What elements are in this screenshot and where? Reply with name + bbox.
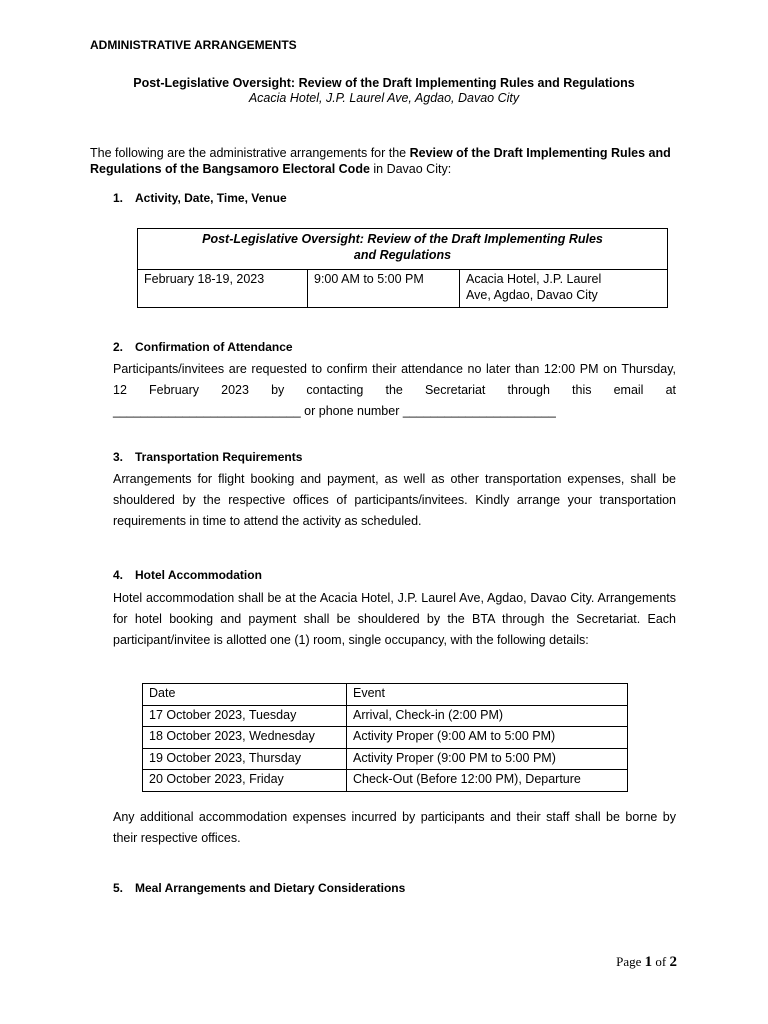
- table-header-row: [143, 684, 628, 706]
- section-1-heading: [113, 191, 287, 205]
- table-row: [143, 705, 628, 727]
- date-cell: 17 October 2023, Tuesday: [143, 705, 347, 727]
- section-number: 3.: [113, 450, 124, 464]
- event-cell: Activity Proper (9:00 PM to 5:00 PM): [347, 748, 628, 770]
- section-4-additional: Any additional accommodation expenses incurred by participants and their staff shall be borne by their respective offices.: [113, 810, 676, 845]
- activity-time-cell: 9:00 AM to 5:00 PM: [308, 270, 460, 308]
- section-2-heading: [113, 340, 293, 354]
- document-subtitle: Post-Legislative Oversight: Review of the Draft Implementing Rules and Regulations: [133, 76, 635, 90]
- total-pages: 2: [669, 954, 677, 970]
- date-cell: 18 October 2023, Wednesday: [143, 727, 347, 749]
- intro-bold-text: Review of the Draft Implementing Rules and Regulations of the Bangsamoro Electoral Code: [90, 146, 671, 176]
- activity-table-header: [138, 229, 668, 270]
- section-number: 4.: [113, 568, 124, 582]
- section-number: 2.: [113, 340, 124, 354]
- section-title: Hotel Accommodation: [135, 568, 262, 582]
- table-row: [143, 748, 628, 770]
- of-word: of: [655, 954, 667, 969]
- column-header-event: Event: [347, 684, 628, 706]
- section-title: Meal Arrangements and Dietary Considerations: [135, 881, 406, 895]
- section-3-body: Arrangements for flight booking and payment, as well as other transportation expenses, shall be shouldered by the respective offices of participants/invitees. Kindly arrange your transportation requirements in time to attend the activity as scheduled.: [113, 472, 676, 528]
- activity-table: [137, 228, 668, 308]
- current-page: 1: [644, 954, 653, 970]
- section-title: Confirmation of Attendance: [135, 340, 293, 354]
- document-title: ADMINISTRATIVE ARRANGEMENTS: [90, 38, 297, 52]
- event-cell: Check-Out (Before 12:00 PM), Departure: [347, 770, 628, 792]
- section-4-body: Hotel accommodation shall be at the Acacia Hotel, J.P. Laurel Ave, Agdao, Davao City. Arrangements for hotel booking and payment shall be shouldered by the BTA through the Secretariat. Each participant/invitee is allotted one (1) room, single occupancy, with the following details:: [113, 591, 676, 647]
- venue-line: Acacia Hotel, J.P. Laurel Ave, Agdao, Davao City: [248, 91, 520, 105]
- date-cell: 19 October 2023, Thursday: [143, 748, 347, 770]
- activity-venue-line2: Ave, Agdao, Davao City: [466, 288, 598, 302]
- activity-date-cell: February 18-19, 2023: [138, 270, 308, 308]
- section-number: 5.: [113, 881, 124, 895]
- page-number-footer: [616, 954, 677, 971]
- page-word: Page: [616, 954, 642, 969]
- event-cell: Activity Proper (9:00 AM to 5:00 PM): [347, 727, 628, 749]
- section-number: 1.: [113, 191, 124, 205]
- activity-venue-line1: Acacia Hotel, J.P. Laurel: [466, 272, 602, 286]
- section-4-heading: [113, 568, 262, 582]
- section-5-heading: [113, 881, 405, 895]
- activity-header-line1: Post-Legislative Oversight: Review of the Draft Implementing Rules: [202, 232, 603, 246]
- section-2-body: Participants/invitees are requested to confirm their attendance no later than 12:00 PM on Thursday, 12 February 2023 by contacting the Secretariat through this email at ___________________________ or phone number ______________________: [113, 362, 676, 418]
- activity-header-line2: and Regulations: [353, 248, 452, 262]
- hotel-schedule-table: [142, 683, 628, 792]
- section-title: Transportation Requirements: [135, 450, 303, 464]
- table-row: [143, 727, 628, 749]
- event-cell: Arrival, Check-in (2:00 PM): [347, 705, 628, 727]
- intro-paragraph: [90, 145, 680, 177]
- section-3-heading: [113, 450, 302, 464]
- section-title: Activity, Date, Time, Venue: [135, 191, 287, 205]
- activity-venue-cell: [460, 270, 668, 308]
- date-cell: 20 October 2023, Friday: [143, 770, 347, 792]
- table-row: [143, 770, 628, 792]
- column-header-date: Date: [143, 684, 347, 706]
- intro-text-end: in Davao City:: [369, 162, 452, 176]
- intro-text-start: The following are the administrative arrangements for the: [90, 146, 410, 160]
